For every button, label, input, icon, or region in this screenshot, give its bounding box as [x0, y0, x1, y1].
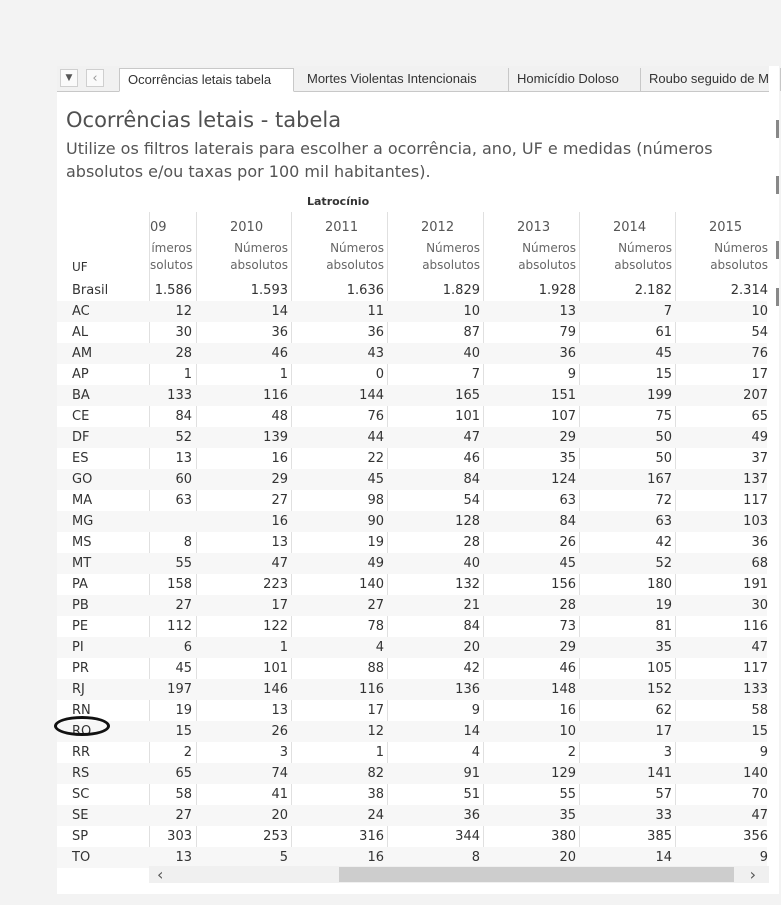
table-cell[interactable]: 148: [551, 682, 576, 697]
measure-header: Latrocínio: [307, 195, 370, 208]
table-cell[interactable]: 33: [655, 808, 672, 823]
table-cell[interactable]: 2.314: [730, 283, 768, 298]
subheader-numeros-absolutos: ímeros solutos: [149, 240, 195, 275]
table-cell[interactable]: 13: [559, 304, 576, 319]
filter-control-edge[interactable]: [776, 120, 779, 138]
table-row[interactable]: [57, 343, 767, 364]
uf-label: PE: [72, 619, 89, 634]
table-cell[interactable]: 116: [263, 388, 288, 403]
table-cell[interactable]: 107: [551, 409, 576, 424]
table-cell[interactable]: 46: [559, 661, 576, 676]
table-cell[interactable]: 141: [647, 766, 672, 781]
uf-label: MG: [72, 514, 94, 529]
dashboard-canvas: [57, 66, 779, 894]
table-cell[interactable]: 13: [175, 850, 192, 865]
table-cell[interactable]: 10: [751, 304, 768, 319]
table-cell[interactable]: 36: [271, 325, 288, 340]
table-cell[interactable]: 81: [655, 619, 672, 634]
table-cell[interactable]: 54: [463, 493, 480, 508]
table-cell[interactable]: 7: [471, 367, 480, 382]
table-cell[interactable]: 20: [271, 808, 288, 823]
table-cell[interactable]: 8: [183, 535, 192, 550]
uf-label: MT: [72, 556, 92, 571]
uf-label: SP: [72, 829, 89, 844]
table-cell[interactable]: 47: [463, 430, 480, 445]
table-cell[interactable]: 136: [455, 682, 480, 697]
table-cell[interactable]: 22: [367, 451, 384, 466]
table-cell[interactable]: 10: [559, 724, 576, 739]
table-cell[interactable]: 42: [463, 661, 480, 676]
table-cell[interactable]: 40: [463, 556, 480, 571]
table-cell[interactable]: 124: [551, 472, 576, 487]
table-cell[interactable]: 65: [175, 766, 192, 781]
table-cell[interactable]: 74: [271, 766, 288, 781]
table-row[interactable]: [57, 490, 767, 511]
table-cell[interactable]: 132: [455, 577, 480, 592]
table-cell[interactable]: 11: [367, 304, 384, 319]
subheader-numeros-absolutos: Números absolutos: [387, 240, 483, 275]
table-cell[interactable]: 14: [271, 304, 288, 319]
table-cell[interactable]: 20: [463, 640, 480, 655]
uf-label: MA: [72, 493, 93, 508]
table-cell[interactable]: 17: [655, 724, 672, 739]
table-cell[interactable]: 84: [463, 619, 480, 634]
table-row[interactable]: [57, 322, 767, 343]
uf-label: DF: [72, 430, 90, 445]
tab-dropdown-icon[interactable]: ▼: [60, 69, 78, 87]
table-cell[interactable]: 14: [463, 724, 480, 739]
uf-label: SC: [72, 787, 90, 802]
table-cell[interactable]: 44: [367, 430, 384, 445]
table-cell[interactable]: 146: [263, 682, 288, 697]
table-cell[interactable]: 24: [367, 808, 384, 823]
table-cell[interactable]: 76: [367, 409, 384, 424]
table-cell[interactable]: 21: [463, 598, 480, 613]
table-cell[interactable]: 140: [359, 577, 384, 592]
table-row[interactable]: [57, 616, 767, 637]
table-cell[interactable]: 140: [743, 766, 768, 781]
uf-label: PB: [72, 598, 89, 613]
table-cell[interactable]: 101: [263, 661, 288, 676]
table-cell[interactable]: 207: [743, 388, 768, 403]
table-cell[interactable]: 9: [471, 703, 480, 718]
table-cell[interactable]: 167: [647, 472, 672, 487]
table-cell[interactable]: 84: [559, 514, 576, 529]
year-header-2010: 2010: [196, 218, 291, 238]
table-cell[interactable]: 54: [751, 325, 768, 340]
table-cell[interactable]: 13: [271, 535, 288, 550]
table-cell[interactable]: 8: [471, 850, 480, 865]
table-cell[interactable]: 55: [175, 556, 192, 571]
filter-panel-edge: [769, 66, 779, 894]
table-cell[interactable]: 129: [551, 766, 576, 781]
scrollbar-thumb[interactable]: [339, 867, 734, 882]
table-row[interactable]: [57, 826, 767, 847]
table-cell[interactable]: 14: [655, 850, 672, 865]
table-cell[interactable]: 27: [271, 493, 288, 508]
table-row[interactable]: [57, 532, 767, 553]
uf-label: BA: [72, 388, 90, 403]
uf-label: PR: [72, 661, 89, 676]
table-row[interactable]: [57, 742, 767, 763]
table-cell[interactable]: 12: [367, 724, 384, 739]
table-cell[interactable]: 197: [167, 682, 192, 697]
subheader-numeros-absolutos: Números absolutos: [579, 240, 675, 275]
horizontal-scrollbar[interactable]: [149, 866, 769, 883]
table-cell[interactable]: 58: [751, 703, 768, 718]
table-cell[interactable]: 3: [663, 745, 672, 760]
table-cell[interactable]: 128: [455, 514, 480, 529]
table-row[interactable]: [57, 406, 767, 427]
table-cell[interactable]: 9: [759, 745, 768, 760]
table-cell[interactable]: 98: [367, 493, 384, 508]
table-cell[interactable]: 1.593: [250, 283, 288, 298]
table-cell[interactable]: 36: [463, 808, 480, 823]
uf-label: SE: [72, 808, 89, 823]
scroll-right-icon[interactable]: ›: [749, 865, 756, 884]
table-cell[interactable]: 49: [367, 556, 384, 571]
table-cell[interactable]: 28: [175, 346, 192, 361]
table-cell[interactable]: 116: [743, 619, 768, 634]
table-cell[interactable]: 165: [455, 388, 480, 403]
table-cell[interactable]: 16: [271, 514, 288, 529]
uf-label: RN: [72, 703, 91, 718]
table-cell[interactable]: 52: [655, 556, 672, 571]
table-cell[interactable]: 20: [559, 850, 576, 865]
table-cell[interactable]: 45: [655, 346, 672, 361]
table-cell[interactable]: 253: [263, 829, 288, 844]
table-cell[interactable]: 19: [367, 535, 384, 550]
table-cell[interactable]: 70: [751, 787, 768, 802]
uf-label: AM: [72, 346, 93, 361]
table-cell[interactable]: 79: [559, 325, 576, 340]
table-cell[interactable]: 47: [751, 808, 768, 823]
table-row[interactable]: [57, 847, 767, 868]
table-cell[interactable]: 68: [751, 556, 768, 571]
table-cell[interactable]: 63: [175, 493, 192, 508]
table-cell[interactable]: 1: [183, 367, 192, 382]
table-cell[interactable]: 133: [167, 388, 192, 403]
table-cell[interactable]: 4: [471, 745, 480, 760]
table-cell[interactable]: 112: [167, 619, 192, 634]
table-row[interactable]: [57, 679, 767, 700]
table-cell[interactable]: 58: [175, 787, 192, 802]
uf-label: AP: [72, 367, 89, 382]
year-header-2015: 2015: [675, 218, 771, 238]
table-cell[interactable]: 28: [463, 535, 480, 550]
table-cell[interactable]: 15: [655, 367, 672, 382]
table-cell[interactable]: 344: [455, 829, 480, 844]
table-cell[interactable]: 156: [551, 577, 576, 592]
filter-control-edge[interactable]: [776, 176, 779, 194]
table-cell[interactable]: 303: [167, 829, 192, 844]
table-cell[interactable]: 356: [743, 829, 768, 844]
filter-control-edge[interactable]: [776, 288, 779, 306]
table-cell[interactable]: 223: [263, 577, 288, 592]
table-cell[interactable]: 62: [655, 703, 672, 718]
table-cell[interactable]: 90: [367, 514, 384, 529]
table-cell[interactable]: 30: [175, 325, 192, 340]
table-cell[interactable]: 1: [375, 745, 384, 760]
table-cell[interactable]: 72: [655, 493, 672, 508]
uf-label: Brasil: [72, 283, 109, 298]
table-cell[interactable]: 27: [367, 598, 384, 613]
table-cell[interactable]: 87: [463, 325, 480, 340]
table-cell[interactable]: 2.182: [634, 283, 672, 298]
table-cell[interactable]: 16: [559, 703, 576, 718]
table-cell[interactable]: 13: [271, 703, 288, 718]
table-cell[interactable]: 38: [367, 787, 384, 802]
table-cell[interactable]: 84: [175, 409, 192, 424]
table-cell[interactable]: 316: [359, 829, 384, 844]
table-cell[interactable]: 2: [183, 745, 192, 760]
uf-label: PA: [72, 577, 88, 592]
table-cell[interactable]: 17: [271, 598, 288, 613]
table-cell[interactable]: 9: [567, 367, 576, 382]
table-cell[interactable]: 380: [551, 829, 576, 844]
table-cell[interactable]: 1: [279, 367, 288, 382]
table-cell[interactable]: 2: [567, 745, 576, 760]
table-cell[interactable]: 26: [271, 724, 288, 739]
table-cell[interactable]: 43: [367, 346, 384, 361]
table-cell[interactable]: 27: [175, 808, 192, 823]
table-cell[interactable]: 55: [559, 787, 576, 802]
table-cell[interactable]: 63: [559, 493, 576, 508]
tab-ocorrencias-letais-tabela[interactable]: Ocorrências letais tabela: [119, 68, 294, 92]
table-cell[interactable]: 199: [647, 388, 672, 403]
year-header-2012: 2012: [387, 218, 483, 238]
table-cell[interactable]: 50: [655, 451, 672, 466]
table-cell[interactable]: 52: [175, 430, 192, 445]
table-cell[interactable]: 139: [263, 430, 288, 445]
table-row[interactable]: [57, 469, 767, 490]
table-row[interactable]: [57, 280, 767, 301]
table-cell[interactable]: 37: [751, 451, 768, 466]
uf-label: GO: [72, 472, 93, 487]
table-cell[interactable]: 40: [463, 346, 480, 361]
table-cell[interactable]: 17: [367, 703, 384, 718]
highlight-ring-ro: [54, 716, 110, 736]
table-cell[interactable]: 30: [751, 598, 768, 613]
table-cell[interactable]: 78: [367, 619, 384, 634]
table-cell[interactable]: 91: [463, 766, 480, 781]
table-cell[interactable]: 82: [367, 766, 384, 781]
subheader-numeros-absolutos: Números absolutos: [196, 240, 291, 275]
table-cell[interactable]: 9: [759, 850, 768, 865]
table-cell[interactable]: 29: [271, 472, 288, 487]
table-row[interactable]: [57, 637, 767, 658]
table-cell[interactable]: 26: [559, 535, 576, 550]
tab-mortes-violentas-intencionais[interactable]: Mortes Violentas Intencionais: [299, 68, 509, 91]
table-row[interactable]: [57, 574, 767, 595]
table-cell[interactable]: 76: [751, 346, 768, 361]
table-cell[interactable]: 61: [655, 325, 672, 340]
table-row[interactable]: [57, 784, 767, 805]
table-cell[interactable]: 45: [367, 472, 384, 487]
table-cell[interactable]: 36: [559, 346, 576, 361]
table-cell[interactable]: 27: [175, 598, 192, 613]
table-cell[interactable]: 84: [463, 472, 480, 487]
table-cell[interactable]: 144: [359, 388, 384, 403]
table-cell[interactable]: 15: [751, 724, 768, 739]
table-cell[interactable]: 151: [551, 388, 576, 403]
scroll-left-icon[interactable]: ‹: [157, 865, 164, 884]
table-cell[interactable]: 47: [751, 640, 768, 655]
uf-column-header: UF: [72, 260, 88, 274]
year-header-2013: 2013: [483, 218, 579, 238]
table-cell[interactable]: 15: [175, 724, 192, 739]
uf-label: RS: [72, 766, 90, 781]
table-row[interactable]: [57, 805, 767, 826]
table-row[interactable]: [57, 721, 767, 742]
table-cell[interactable]: 45: [175, 661, 192, 676]
page-title: Ocorrências letais - tabela: [66, 108, 342, 132]
year-header-2009: 09: [149, 218, 195, 238]
table-cell[interactable]: 103: [743, 514, 768, 529]
table-row[interactable]: [57, 763, 767, 784]
table-cell[interactable]: 36: [751, 535, 768, 550]
table-cell[interactable]: 75: [655, 409, 672, 424]
table-cell[interactable]: 4: [375, 640, 384, 655]
table-cell[interactable]: 1.829: [442, 283, 480, 298]
table-cell[interactable]: 88: [367, 661, 384, 676]
table-cell[interactable]: 116: [359, 682, 384, 697]
table-cell[interactable]: 60: [175, 472, 192, 487]
table-cell[interactable]: 29: [559, 430, 576, 445]
uf-label: AC: [72, 304, 90, 319]
table-cell[interactable]: 1: [279, 640, 288, 655]
table-cell[interactable]: 16: [367, 850, 384, 865]
uf-label: RO: [72, 724, 92, 739]
table-cell[interactable]: 137: [743, 472, 768, 487]
table-cell[interactable]: 35: [655, 640, 672, 655]
table-cell[interactable]: 51: [463, 787, 480, 802]
table-cell[interactable]: 19: [175, 703, 192, 718]
table-cell[interactable]: 19: [655, 598, 672, 613]
table-cell[interactable]: 180: [647, 577, 672, 592]
page-subtitle: Utilize os filtros laterais para escolher a ocorrência, ano, UF e medidas (números absolutos e/ou taxas por 100 mil habitantes).: [66, 139, 713, 181]
uf-label: MS: [72, 535, 92, 550]
filter-control-edge[interactable]: [776, 241, 779, 259]
table-cell[interactable]: 5: [279, 850, 288, 865]
table-cell[interactable]: 152: [647, 682, 672, 697]
table-cell[interactable]: 36: [367, 325, 384, 340]
table-cell[interactable]: 122: [263, 619, 288, 634]
uf-label: ES: [72, 451, 89, 466]
table-row[interactable]: [57, 301, 767, 322]
table-cell[interactable]: 1.636: [346, 283, 384, 298]
table-cell[interactable]: 46: [271, 346, 288, 361]
table-cell[interactable]: 49: [751, 430, 768, 445]
table-row[interactable]: [57, 658, 767, 679]
table-row[interactable]: [57, 427, 767, 448]
tab-roubo-seguido-de-morte[interactable]: Roubo seguido de M: [641, 68, 781, 91]
crosstab-table: [57, 192, 767, 864]
table-cell[interactable]: 48: [271, 409, 288, 424]
table-cell[interactable]: 50: [655, 430, 672, 445]
uf-label: TO: [72, 850, 91, 865]
table-cell[interactable]: 105: [647, 661, 672, 676]
table-cell[interactable]: 28: [559, 598, 576, 613]
table-cell[interactable]: 13: [175, 451, 192, 466]
table-cell[interactable]: 12: [175, 304, 192, 319]
table-cell[interactable]: 1.928: [538, 283, 576, 298]
table-cell[interactable]: 35: [559, 808, 576, 823]
table-cell[interactable]: 65: [751, 409, 768, 424]
table-cell[interactable]: 57: [655, 787, 672, 802]
uf-label: RJ: [72, 682, 85, 697]
year-header-2014: 2014: [579, 218, 675, 238]
year-header-2011: 2011: [291, 218, 387, 238]
table-cell[interactable]: 133: [743, 682, 768, 697]
table-cell[interactable]: 0: [375, 367, 384, 382]
table-cell[interactable]: 46: [463, 451, 480, 466]
table-cell[interactable]: 158: [167, 577, 192, 592]
subheader-numeros-absolutos: Números absolutos: [291, 240, 387, 275]
subheader-numeros-absolutos: Números absolutos: [675, 240, 771, 275]
table-cell[interactable]: 17: [751, 367, 768, 382]
table-cell[interactable]: 45: [559, 556, 576, 571]
table-cell[interactable]: 29: [559, 640, 576, 655]
table-cell[interactable]: 7: [663, 304, 672, 319]
table-cell[interactable]: 73: [559, 619, 576, 634]
uf-label: PI: [72, 640, 84, 655]
table-cell[interactable]: 117: [743, 493, 768, 508]
uf-label: AL: [72, 325, 89, 340]
table-cell[interactable]: 41: [271, 787, 288, 802]
uf-label: CE: [72, 409, 90, 424]
table-row[interactable]: [57, 364, 767, 385]
table-row[interactable]: [57, 511, 767, 532]
tab-homicidio-doloso[interactable]: Homicídio Doloso: [509, 68, 641, 91]
table-cell[interactable]: 47: [271, 556, 288, 571]
table-cell[interactable]: 117: [743, 661, 768, 676]
table-row[interactable]: [57, 700, 767, 721]
uf-label: RR: [72, 745, 91, 760]
table-cell[interactable]: 385: [647, 829, 672, 844]
table-cell[interactable]: 42: [655, 535, 672, 550]
table-cell[interactable]: 191: [743, 577, 768, 592]
table-row[interactable]: [57, 553, 767, 574]
sheet-tab-bar: [57, 66, 779, 92]
tab-prev-icon[interactable]: ‹: [86, 69, 104, 87]
subheader-numeros-absolutos: Números absolutos: [483, 240, 579, 275]
table-row[interactable]: [57, 385, 767, 406]
table-row[interactable]: [57, 448, 767, 469]
table-cell[interactable]: 35: [559, 451, 576, 466]
table-cell[interactable]: 1.586: [154, 283, 192, 298]
table-cell[interactable]: 101: [455, 409, 480, 424]
table-cell[interactable]: 3: [279, 745, 288, 760]
table-cell[interactable]: 10: [463, 304, 480, 319]
table-cell[interactable]: 6: [183, 640, 192, 655]
table-cell[interactable]: 63: [655, 514, 672, 529]
table-cell[interactable]: 16: [271, 451, 288, 466]
table-row[interactable]: [57, 595, 767, 616]
